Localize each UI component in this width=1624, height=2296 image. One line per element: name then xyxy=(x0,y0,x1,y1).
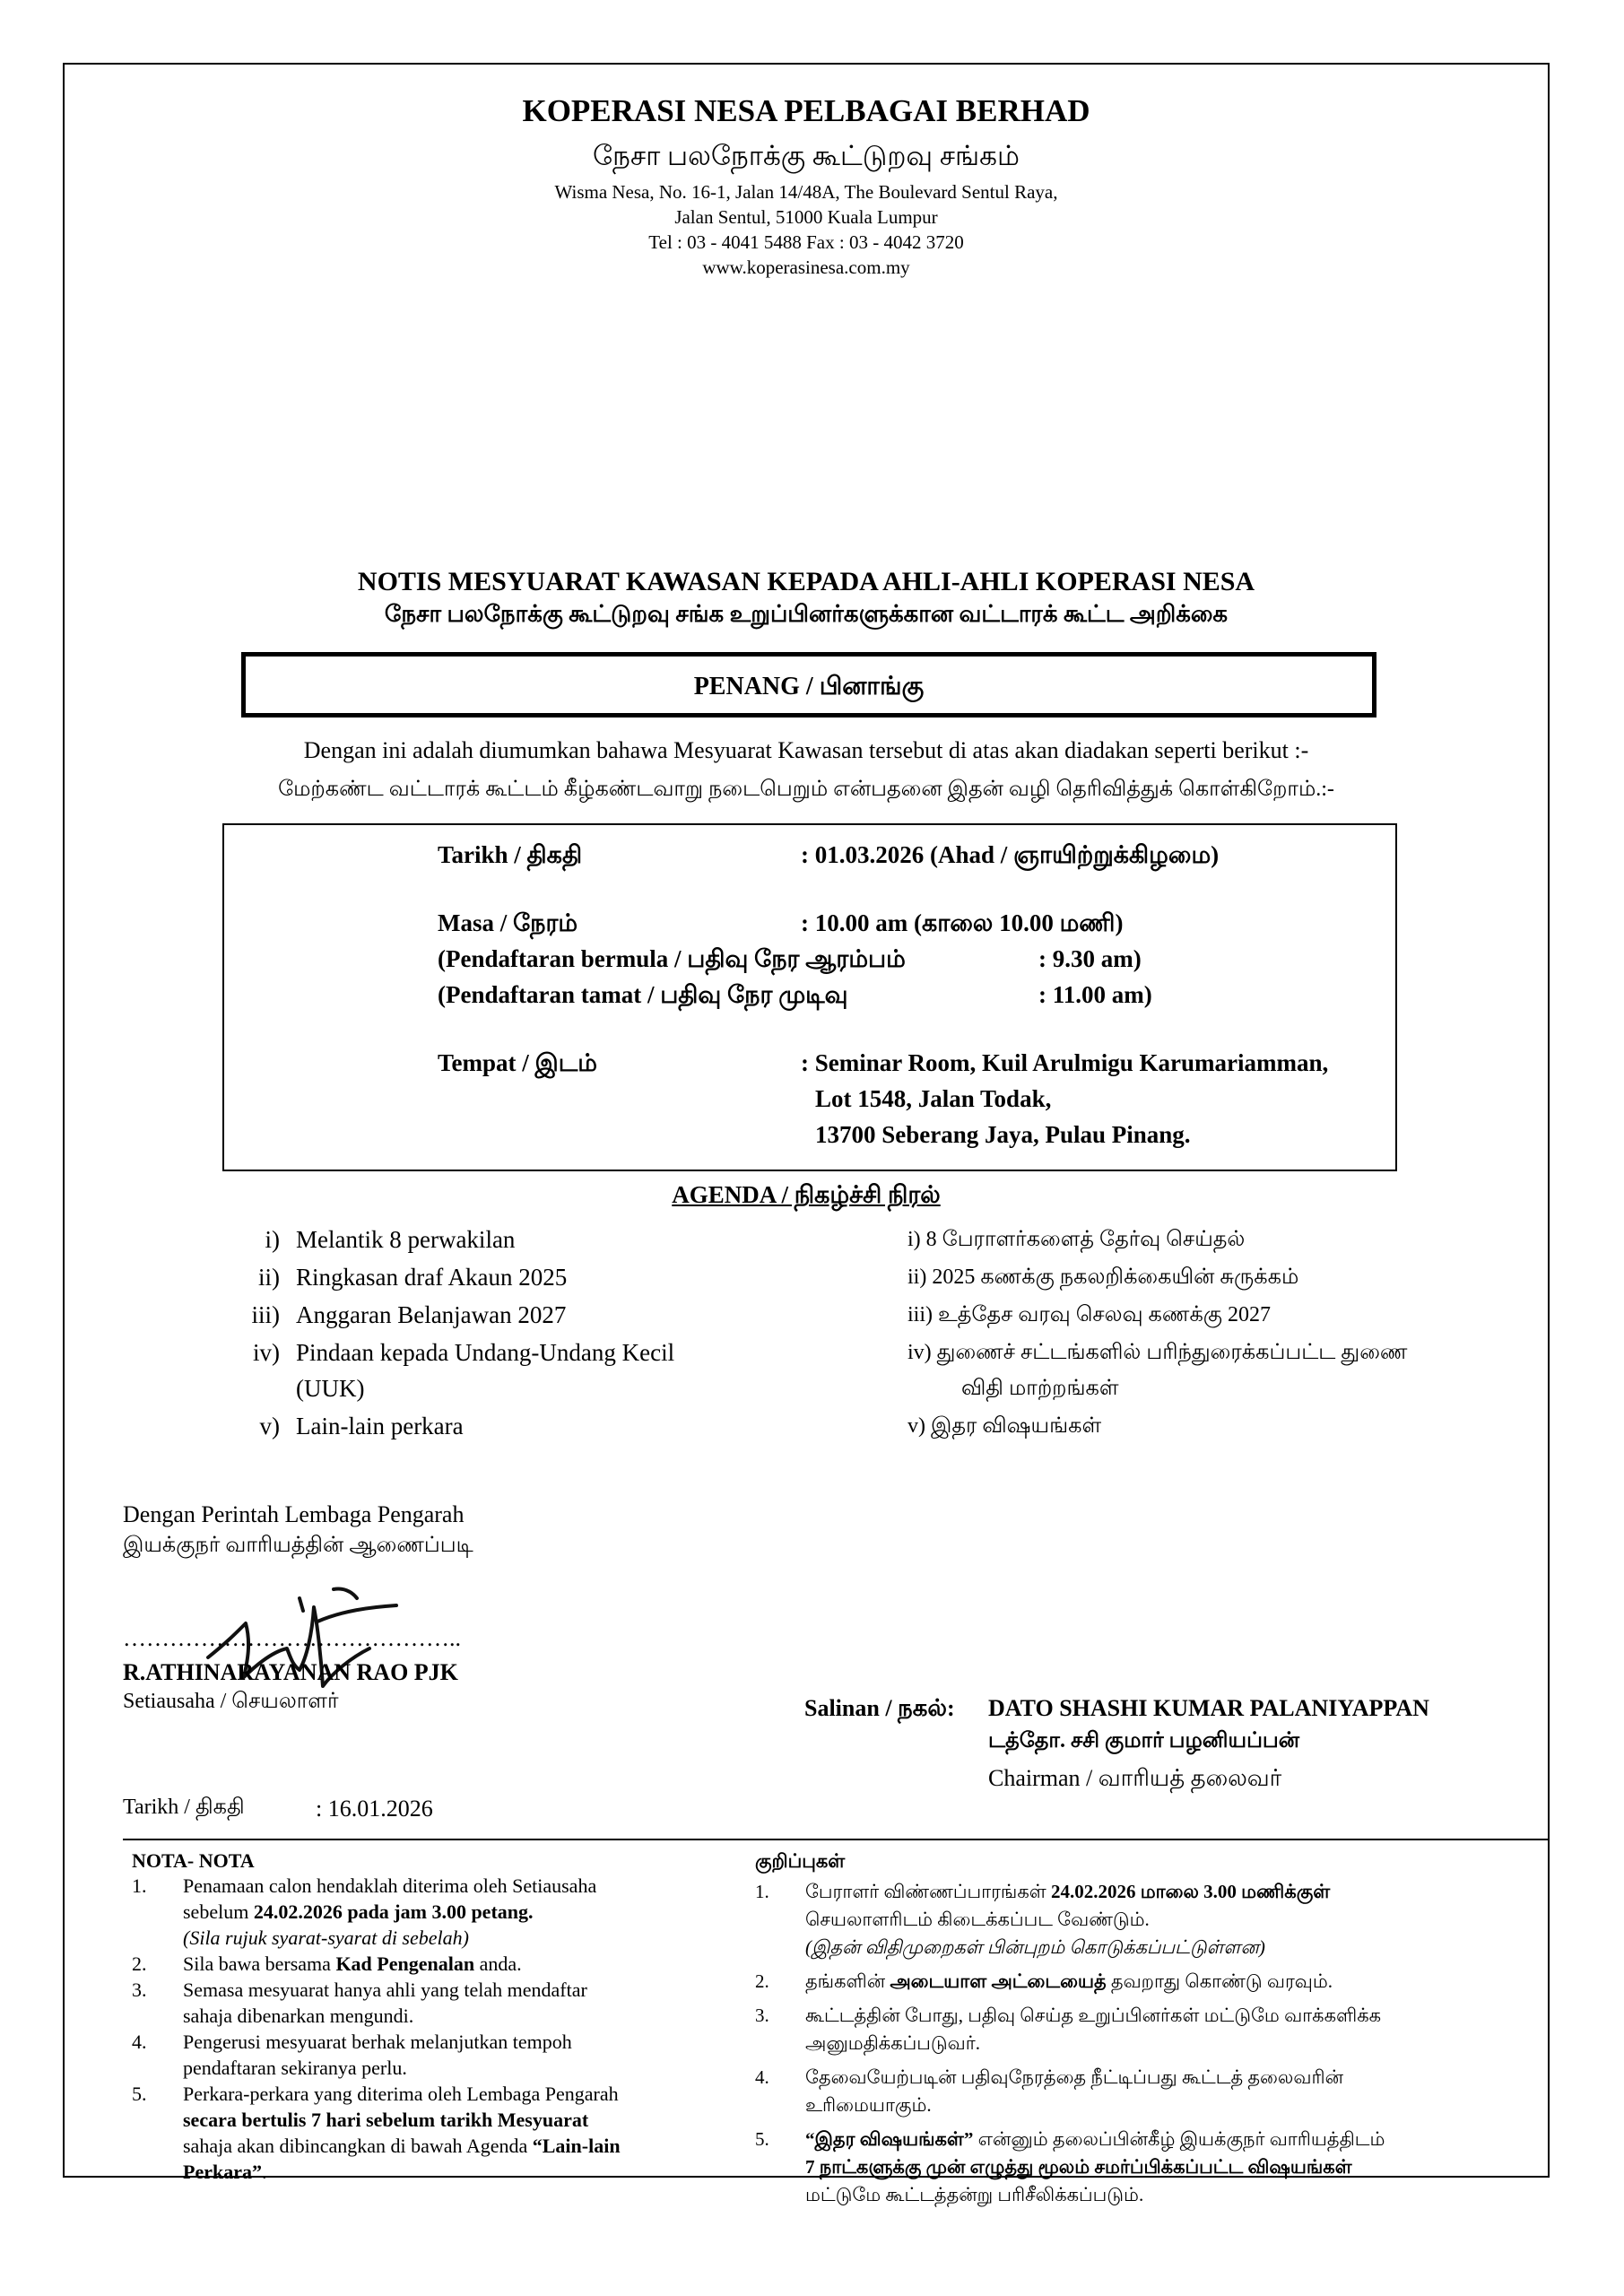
reg-end-value: : 11.00 am) xyxy=(1038,981,1152,1008)
notes-divider xyxy=(123,1839,1549,1840)
venue-label: Tempat / இடம் xyxy=(438,1049,597,1076)
note-emphasis: அடையாள அட்டையைத் xyxy=(890,1970,1107,1992)
venue-line-1: : Seminar Room, Kuil Arulmigu Karumariamman, xyxy=(801,1049,1329,1076)
agenda-item-tamil: v) இதர விஷயங்கள் xyxy=(908,1414,1102,1438)
agenda-item: Ringkasan draf Akaun 2025 xyxy=(296,1264,568,1291)
agenda-item: Lain-lain perkara xyxy=(296,1413,464,1439)
note-num: 2. xyxy=(132,1952,147,1975)
note-line: Semasa mesyuarat hanya ahli yang telah mendaftar xyxy=(183,1979,587,2001)
note-num: 5. xyxy=(132,2083,147,2105)
note-text: . xyxy=(261,2161,267,2183)
note-emphasis: “Lain-lain xyxy=(532,2135,621,2157)
agenda-item-tamil: ii) 2025 கணக்கு நகலறிக்கையின் சுருக்கம் xyxy=(908,1265,1299,1289)
note-num: 3. xyxy=(755,2005,769,2026)
meeting-details-box xyxy=(222,823,1397,1171)
note-line: pendaftaran sekiranya perlu. xyxy=(183,2057,407,2079)
date-label: Tarikh / திகதி xyxy=(438,841,583,868)
note-num: 5. xyxy=(755,2128,769,2150)
agenda-num: i) xyxy=(265,1226,280,1253)
time-value: : 10.00 am (காலை 10.00 மணி) xyxy=(801,909,1124,936)
agenda-num: v) xyxy=(259,1413,280,1439)
venue-line-2: Lot 1548, Jalan Todak, xyxy=(815,1085,1052,1112)
note-line: மட்டுமே கூட்டத்தன்று பரிசீலிக்கப்படும். xyxy=(805,2184,1144,2205)
copy-name: DATO SHASHI KUMAR PALANIYAPPAN xyxy=(988,1695,1429,1721)
note-text: Sila bawa bersama xyxy=(183,1952,336,1975)
note-line xyxy=(183,2133,621,2159)
address-line-1: Wisma Nesa, No. 16-1, Jalan 14/48A, The Boulevard Sentul Raya, xyxy=(554,181,1058,203)
note-line: (இதன் விதிமுறைகள் பின்புறம் கொடுக்கப்பட்டுள்ளன) xyxy=(805,1936,1265,1958)
note-text: தங்களின் xyxy=(805,1970,890,1992)
secretary-name: R.ATHINARAYANAN RAO PJK xyxy=(123,1659,458,1685)
venue-line-3: 13700 Seberang Jaya, Pulau Pinang. xyxy=(815,1121,1191,1148)
note-line: Perkara-perkara yang diterima oleh Lembaga Pengarah xyxy=(183,2083,619,2105)
notice-title-tamil: நேசா பலநோக்கு கூட்டுறவு சங்க உறுப்பினர்களுக்கான வட்டாரக் கூட்ட அறிக்கை xyxy=(384,601,1229,627)
agenda-item-tamil-cont: விதி மாற்றங்கள் xyxy=(961,1377,1119,1400)
note-emphasis: Perkara” xyxy=(183,2161,262,2183)
agenda-item: Anggaran Belanjawan 2027 xyxy=(296,1301,567,1328)
note-line: கூட்டத்தின் போது, பதிவு செய்த உறுப்பினர்கள் மட்டுமே வாக்களிக்க xyxy=(805,2005,1382,2026)
note-line xyxy=(805,2126,1385,2153)
note-emphasis: Kad Pengenalan xyxy=(335,1952,475,1975)
reg-end-label: (Pendaftaran tamat / பதிவு நேர முடிவு xyxy=(438,981,848,1008)
date-value: : 01.03.2026 (Ahad / ஞாயிற்றுக்கிழமை) xyxy=(801,841,1220,868)
issue-date-value: : 16.01.2026 xyxy=(316,1796,433,1822)
copy-role: Chairman / வாரியத் தலைவர் xyxy=(988,1765,1282,1791)
note-line: secara bertulis 7 hari sebelum tarikh Mesyuarat xyxy=(183,2109,589,2131)
agenda-item: Melantik 8 perwakilan xyxy=(296,1226,516,1253)
note-line xyxy=(805,1878,1330,1906)
address-line-2: Jalan Sentul, 51000 Kuala Lumpur xyxy=(674,206,938,228)
note-text: என்னும் தலைப்பின்கீழ் இயக்குநர் வாரியத்திடம் xyxy=(973,2128,1385,2150)
org-name-tamil: நேசா பலநோக்கு கூட்டுறவு சங்கம் xyxy=(593,140,1020,171)
agenda-item-tamil: iii) உத்தேச வரவு செலவு கணக்கு 2027 xyxy=(908,1303,1271,1326)
order-line: Dengan Perintah Lembaga Pengarah xyxy=(123,1501,465,1527)
notes-heading: NOTA- NOTA xyxy=(132,1849,255,1872)
agenda-num: ii) xyxy=(258,1264,280,1291)
copy-name-tamil: டத்தோ. சசி குமார் பழனியப்பன் xyxy=(988,1729,1300,1752)
agenda-num: iii) xyxy=(251,1301,280,1328)
org-name: KOPERASI NESA PELBAGAI BERHAD xyxy=(522,93,1090,128)
intro-text: Dengan ini adalah diumumkan bahawa Mesyuarat Kawasan tersebut di atas akan diadakan seperti berikut :- xyxy=(303,737,1309,763)
note-num: 4. xyxy=(755,2066,769,2088)
note-line xyxy=(805,1968,1333,1996)
agenda-item-tamil: i) 8 பேராளர்களைத் தேர்வு செய்தல் xyxy=(908,1228,1246,1251)
note-line: sahaja dibenarkan mengundi. xyxy=(183,2005,414,2027)
note-text: sahaja akan dibincangkan di bawah Agenda xyxy=(183,2135,533,2157)
secretary-title: Setiausaha / செயலாளர் xyxy=(123,1690,339,1713)
note-line: உரிமையாகும். xyxy=(805,2094,932,2116)
note-num: 1. xyxy=(132,1874,147,1897)
signature-dots: …………………………………….. xyxy=(123,1625,461,1651)
note-line: அனுமதிக்கப்படுவர். xyxy=(805,2032,980,2054)
note-num: 1. xyxy=(755,1881,769,1902)
notes-heading-tamil: குறிப்புகள் xyxy=(755,1850,846,1872)
note-num: 3. xyxy=(132,1979,147,2001)
note-line xyxy=(183,1899,534,1925)
agenda-heading: AGENDA / நிகழ்ச்சி நிரல் xyxy=(672,1181,941,1208)
note-line xyxy=(183,2159,266,2185)
issue-date-label: Tarikh / திகதி xyxy=(123,1796,245,1819)
note-line: Pengerusi mesyuarat berhak melanjutkan tempoh xyxy=(183,2031,572,2053)
order-line-tamil: இயக்குநர் வாரியத்தின் ஆணைப்படி xyxy=(123,1534,473,1557)
note-text: பேராளர் விண்ணப்பாரங்கள் xyxy=(805,1881,1051,1902)
note-deadline: 24.02.2026 மாலை 3.00 மணிக்குள் xyxy=(1050,1881,1331,1902)
reg-start-value: : 9.30 am) xyxy=(1038,945,1142,972)
agenda-item: Pindaan kepada Undang-Undang Kecil xyxy=(296,1339,675,1366)
contact-line: Tel : 03 - 4041 5488 Fax : 03 - 4042 3720 xyxy=(648,231,964,253)
agenda-item-cont: (UUK) xyxy=(296,1375,365,1402)
note-text: anda. xyxy=(474,1952,522,1975)
note-num: 2. xyxy=(755,1970,769,1992)
region-box xyxy=(241,652,1376,718)
reg-start-label: (Pendaftaran bermula / பதிவு நேர ஆரம்பம் xyxy=(438,945,906,972)
note-num: 4. xyxy=(132,2031,147,2053)
agenda-item-tamil: iv) துணைச் சட்டங்களில் பரிந்துரைக்கப்பட்ட துணை xyxy=(908,1341,1408,1364)
note-text: sebelum xyxy=(183,1900,254,1923)
notice-page xyxy=(63,63,1550,2205)
note-line: 7 நாட்களுக்கு முன் எழுத்து மூலம் சமர்ப்பிக்கப்பட்ட விஷயங்கள் xyxy=(805,2156,1352,2178)
copy-label: Salinan / நகல்: xyxy=(804,1695,955,1721)
notice-title: NOTIS MESYUARAT KAWASAN KEPADA AHLI-AHLI KOPERASI NESA xyxy=(357,567,1255,596)
note-line: (Sila rujuk syarat-syarat di sebelah) xyxy=(183,1926,469,1949)
note-text: தவறாது கொண்டு வரவும். xyxy=(1106,1970,1333,1992)
region-name: PENANG / பினாங்கு xyxy=(693,673,925,700)
intro-text-tamil: மேற்கண்ட வட்டாரக் கூட்டம் கீழ்கண்டவாறு நடைபெறும் என்பதனை இதன் வழி தெரிவித்துக் கொள்கிறோம்.:- xyxy=(278,778,1334,801)
note-deadline: 24.02.2026 pada jam 3.00 petang. xyxy=(253,1900,534,1923)
note-emphasis: “இதர விஷயங்கள்” xyxy=(805,2128,974,2150)
time-label: Masa / நேரம் xyxy=(438,909,578,936)
agenda-num: iv) xyxy=(253,1339,280,1366)
note-line: செயலாளரிடம் கிடைக்கப்பட வேண்டும். xyxy=(805,1909,1150,1930)
note-line xyxy=(183,1951,522,1977)
note-line: தேவையேற்படின் பதிவுநேரத்தை நீட்டிப்பது கூட்டத் தலைவரின் xyxy=(805,2066,1343,2088)
note-line: Penamaan calon hendaklah diterima oleh Setiausaha xyxy=(183,1874,597,1897)
website: www.koperasinesa.com.my xyxy=(702,257,910,278)
